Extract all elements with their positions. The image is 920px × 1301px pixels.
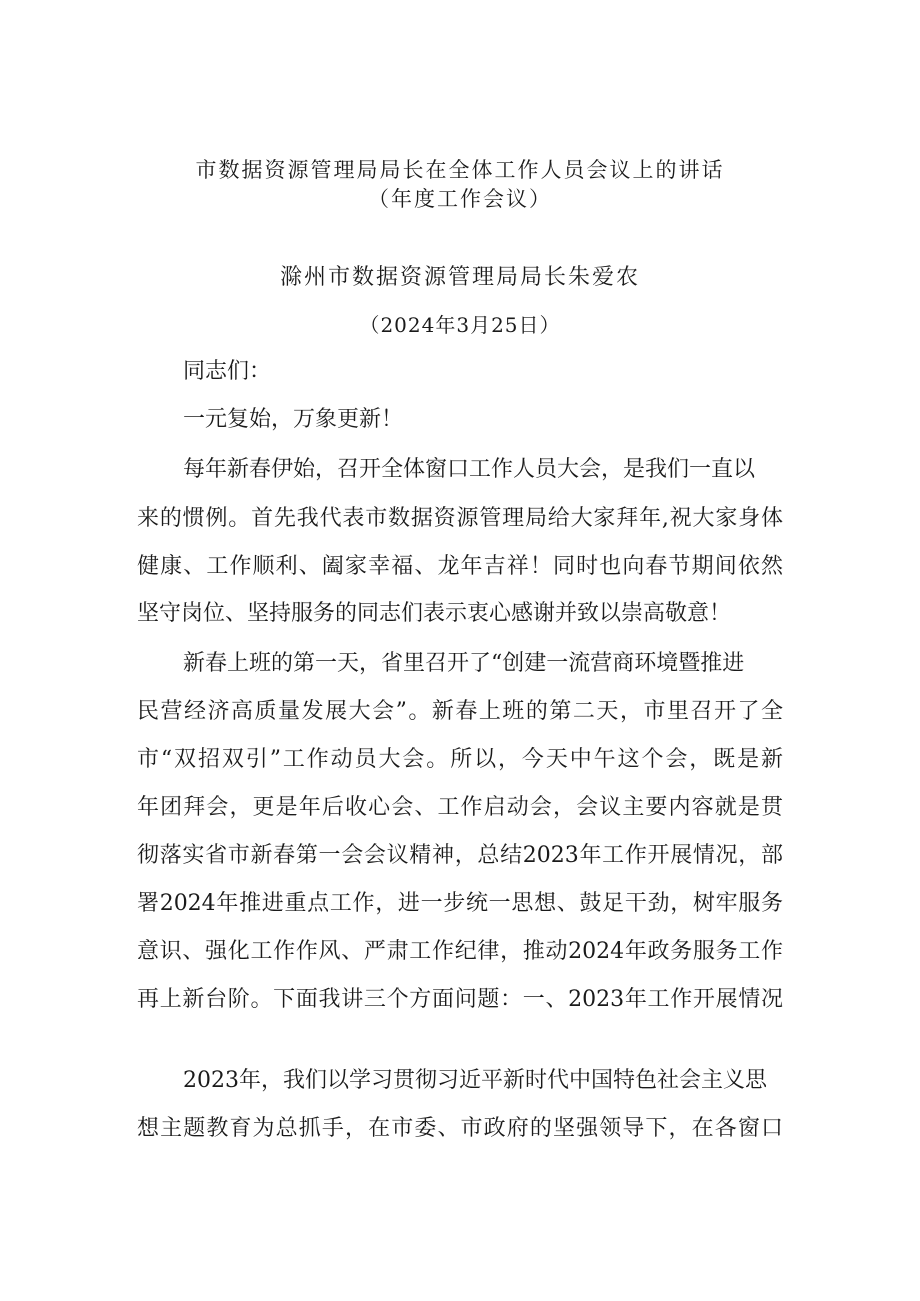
paragraph-1-line-2: 来的惯例。首先我代表市数据资源管理局给大家拜年,祝大家身体 <box>137 506 783 531</box>
paragraph-2-line-4: 年团拜会，更是年后收心会、工作启动会，会议主要内容就是贯 <box>137 795 783 820</box>
speaker-line: 滁州市数据资源管理局局长朱爱农 <box>279 265 640 290</box>
paragraph-2-line-7: 意识、强化工作作风、严肃工作纪律，推动2024年政务服务工作 <box>137 939 783 964</box>
paragraph-2-line-5: 彻落实省市新春第一会会议精神，总结2023年工作开展情况，部 <box>137 843 783 868</box>
paragraph-3-line-1: 2023年，我们以学习贯彻习近平新时代中国特色社会主义思 <box>183 1068 767 1093</box>
paragraph-2-line-8: 再上新台阶。下面我讲三个方面问题：一、2023年工作开展情况 <box>137 987 783 1012</box>
speech-subtitle: （年度工作会议） <box>368 187 552 211</box>
paragraph-1-line-1: 每年新春伊始，召开全体窗口工作人员大会，是我们一直以 <box>183 457 756 482</box>
paragraph-2-line-2: 民营经济高质量发展大会”。新春上班的第二天，市里召开了全 <box>137 699 783 724</box>
paragraph-2-line-3: 市“双招双引”工作动员大会。所以，今天中午这个会，既是新 <box>137 747 783 772</box>
opening-line: 一元复始，万象更新！ <box>183 407 404 432</box>
paragraph-1-line-4: 坚守岗位、坚持服务的同志们表示衷心感谢并致以崇高敬意！ <box>137 601 732 626</box>
paragraph-2-line-6: 署2024年推进重点工作，进一步统一思想、鼓足干劲，树牢服务 <box>137 891 783 916</box>
paragraph-3-line-2: 想主题教育为总抓手，在市委、市政府的坚强领导下，在各窗口 <box>137 1116 783 1141</box>
salutation: 同志们： <box>183 359 272 384</box>
speech-title: 市数据资源管理局局长在全体工作人员会议上的讲话 <box>195 158 725 182</box>
paragraph-2-line-1: 新春上班的第一天，省里召开了“创建一流营商环境暨推进 <box>183 651 745 676</box>
speech-date: （2024年3月25日） <box>359 313 561 337</box>
paragraph-1-line-3: 健康、工作顺利、阖家幸福、龙年吉祥！同时也向春节期间依然 <box>137 554 783 579</box>
